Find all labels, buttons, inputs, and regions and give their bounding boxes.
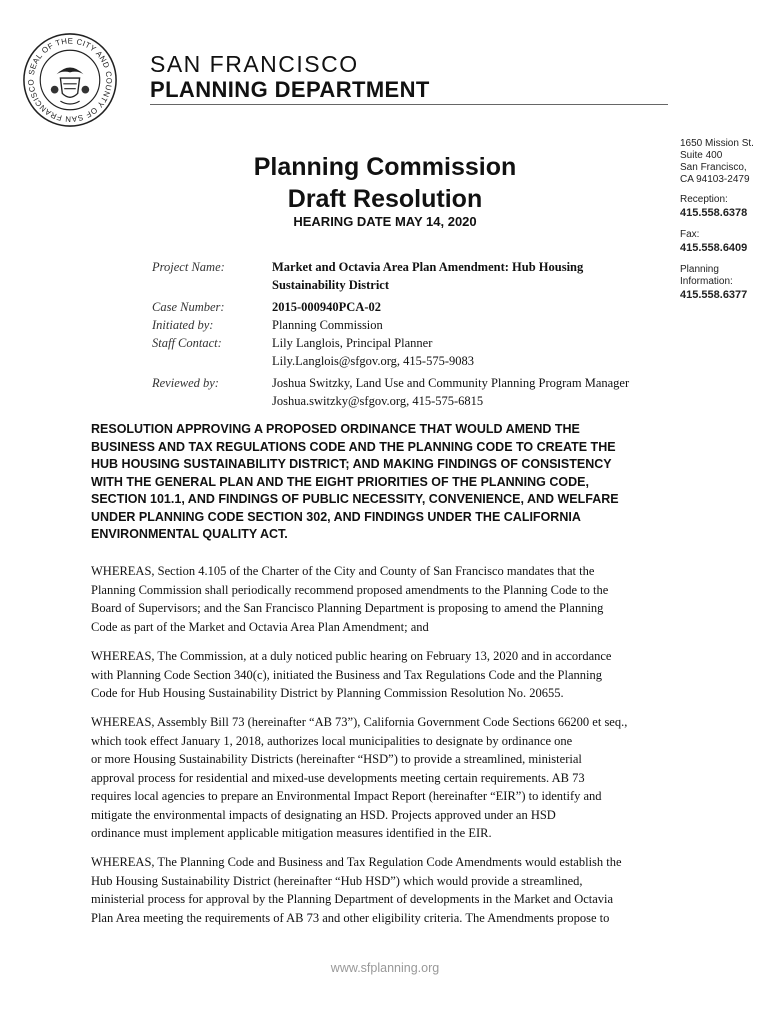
project-name-value: Sustainability District	[272, 278, 390, 292]
address-line: 1650 Mission St.	[680, 138, 754, 149]
svg-text:SEAL OF THE CITY AND COUNTY OF	[26, 36, 113, 123]
whereas-paragraph	[91, 853, 691, 927]
address-block	[680, 138, 770, 186]
department-name: PLANNING DEPARTMENT	[150, 77, 430, 102]
resolution-title-line: ENVIRONMENTAL QUALITY ACT.	[91, 527, 288, 541]
footer-website-link[interactable]: www.sfplanning.org	[330, 961, 440, 975]
paragraph-line: Plan Area meeting the requirements of AB 73 and other eligibility criteria. The Amendments propose to	[91, 910, 610, 925]
paragraph-line: which took effect January 1, 2018, authorizes local municipalities to designate by ordinance one	[91, 733, 573, 748]
planning-info-label: Information:	[680, 276, 733, 287]
info-row-initiated	[152, 316, 672, 334]
resolution-title-line: UNDER PLANNING CODE SECTION 302, AND FINDINGS UNDER THE CALIFORNIA	[91, 509, 581, 524]
info-row-reviewed	[152, 374, 672, 410]
paragraph-line: mitigate the environmental impacts of designating an HSD. Projects approved under an HSD	[91, 807, 556, 822]
address-line: CA 94103-2479	[680, 174, 750, 185]
resolution-title-line: HUB HOUSING SUSTAINABILITY DISTRICT; AND MAKING FINDINGS OF CONSISTENCY	[91, 457, 612, 471]
paragraph-line: ministerial process for approval by the Planning Department of developments in the Market and Octavia	[91, 892, 614, 906]
paragraph-line: Planning Commission shall periodically recommend proposed amendments to the Planning Code to the	[91, 582, 609, 597]
paragraph-line: WHEREAS, Section 4.105 of the Charter of the City and County of San Francisco mandates that the	[91, 564, 595, 578]
initiated-by-value: Planning Commission	[272, 318, 383, 332]
fax-number: 415.558.6409	[680, 242, 748, 254]
reception-number: 415.558.6378	[680, 207, 748, 219]
whereas-paragraph	[91, 562, 691, 636]
staff-contact-label: Staff Contact:	[152, 336, 222, 350]
project-name-label: Project Name:	[152, 260, 225, 274]
case-info	[152, 258, 672, 410]
case-number-value: 2015-000940PCA-02	[272, 300, 382, 314]
paragraph-line: with Planning Code Section 340(c), initiated the Business and Tax Regulations Code and the Planning	[91, 667, 602, 682]
resolution-title-line: WITH THE GENERAL PLAN AND THE EIGHT PRIORITIES OF THE PLANNING CODE,	[91, 474, 589, 489]
hearing-date: HEARING DATE MAY 14, 2020	[293, 214, 477, 229]
paragraph-line: Board of Supervisors; and the San Francisco Planning Department is proposing to amend the Planning	[91, 601, 604, 615]
header-divider	[150, 104, 668, 105]
paragraph-line: ordinance must implement applicable mitigation measures identified in the EIR.	[91, 826, 492, 840]
paragraph-line: Code for Hub Housing Sustainability District by Planning Commission Resolution No. 20655.	[91, 686, 564, 700]
paragraph-line: WHEREAS, Assembly Bill 73 (hereinafter “AB 73”), California Government Code Sections 66200 et seq.,	[91, 715, 628, 729]
document-title: Planning Commission	[253, 153, 517, 181]
planning-info-number: 415.558.6377	[680, 289, 748, 301]
city-seal-icon	[22, 32, 118, 128]
seal-lettering: SEAL OF THE CITY AND COUNTY OF SAN FRANCISCO	[26, 36, 114, 124]
paragraph-line: approval process for residential and mixed-use developments meeting certain requirements. AB 73	[91, 770, 585, 785]
info-row-case	[152, 298, 672, 316]
paragraph-line: WHEREAS, The Commission, at a duly noticed public hearing on February 13, 2020 and in accordance	[91, 649, 612, 663]
planning-info-label: Planning	[680, 264, 719, 275]
info-row-staff	[152, 334, 672, 370]
paragraph-line: WHEREAS, The Planning Code and Business and Tax Regulation Code Amendments would establish the	[91, 855, 622, 869]
resolution-title-line: BUSINESS AND TAX REGULATIONS CODE AND THE PLANNING CODE TO CREATE THE	[91, 439, 616, 454]
reviewed-by-email: Joshua.switzky@sfgov.org, 415-575-6815	[272, 394, 484, 408]
case-number-label: Case Number:	[152, 300, 225, 314]
paragraph-line: Code as part of the Market and Octavia Area Plan Amendment; and	[91, 619, 429, 634]
initiated-by-label: Initiated by:	[152, 318, 214, 332]
resolution-title-line: SECTION 101.1, AND FINDINGS OF PUBLIC NECESSITY, CONVENIENCE, AND WELFARE	[91, 492, 619, 506]
reception-label: Reception:	[680, 194, 728, 205]
whereas-paragraph	[91, 647, 691, 703]
resolution-title	[91, 421, 681, 544]
paragraph-line: requires local agencies to prepare an Environmental Impact Report (hereinafter “EIR”) to identify and	[91, 789, 602, 803]
document-subtitle: Draft Resolution	[287, 185, 483, 213]
contact-sidebar	[680, 138, 770, 302]
reviewed-by-label: Reviewed by:	[152, 376, 219, 390]
department-city: SAN FRANCISCO	[150, 51, 359, 77]
address-line: San Francisco,	[680, 162, 747, 173]
paragraph-line: Hub Housing Sustainability District (hereinafter “Hub HSD”) which would provide a streamlined,	[91, 873, 583, 888]
staff-contact-email: Lily.Langlois@sfgov.org, 415-575-9083	[272, 354, 475, 368]
reviewed-by-value: Joshua Switzky, Land Use and Community Planning Program Manager	[272, 376, 630, 390]
staff-contact-value: Lily Langlois, Principal Planner	[272, 336, 433, 350]
paragraph-line: or more Housing Sustainability Districts (hereinafter “HSD”) to provide a streamlined, ministerial	[91, 752, 582, 766]
whereas-paragraph	[91, 713, 691, 843]
info-row-project	[152, 258, 672, 294]
fax-label: Fax:	[680, 229, 700, 240]
project-name-value: Market and Octavia Area Plan Amendment: Hub Housing	[272, 260, 584, 274]
resolution-title-line: RESOLUTION APPROVING A PROPOSED ORDINANCE THAT WOULD AMEND THE	[91, 422, 580, 436]
address-line: Suite 400	[680, 150, 723, 161]
